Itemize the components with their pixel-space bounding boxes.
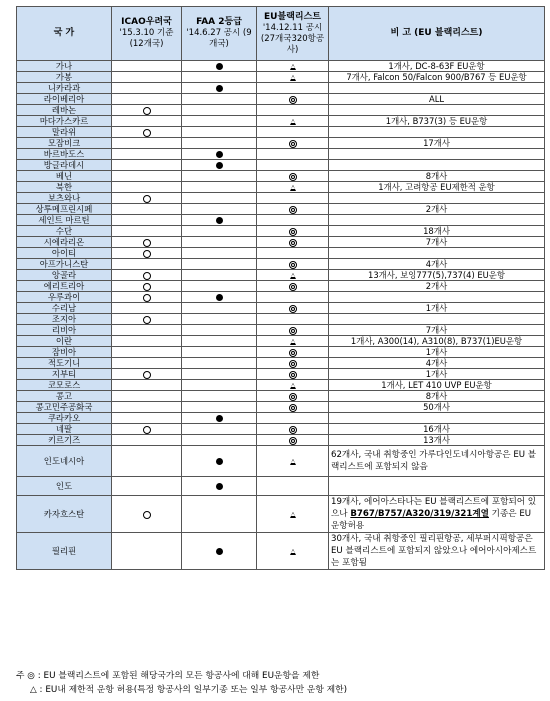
circle-icon (143, 371, 151, 379)
cell-eu (257, 533, 329, 570)
table-row (17, 193, 545, 204)
cell-icao (112, 446, 182, 477)
triangle-icon (290, 119, 296, 125)
cell-country: 콩고민주공화국 (17, 402, 112, 413)
cell-country: 적도기니 (17, 358, 112, 369)
cell-faa (182, 83, 257, 94)
cell-country: 필리핀 (17, 533, 112, 570)
table-body (17, 61, 545, 570)
circle-icon (143, 316, 151, 324)
note-emphasis: B767/B757/A320/319/321계열 (350, 509, 489, 519)
cell-icao (112, 496, 182, 533)
triangle-icon (290, 383, 296, 389)
table-row (17, 358, 545, 369)
cell-eu (257, 259, 329, 270)
black-dot-icon (216, 217, 223, 224)
table-row (17, 391, 545, 402)
black-dot-icon (216, 483, 223, 490)
cell-icao (112, 435, 182, 446)
cell-eu (257, 413, 329, 424)
cell-icao (112, 533, 182, 570)
cell-icao (112, 369, 182, 380)
table-row (17, 292, 545, 303)
cell-eu (257, 347, 329, 358)
cell-note (329, 105, 545, 116)
cell-icao (112, 61, 182, 72)
table-row (17, 446, 545, 477)
cell-faa (182, 204, 257, 215)
blacklist-table (16, 6, 545, 570)
cell-country: 레바논 (17, 105, 112, 116)
double-circle-icon (289, 360, 297, 368)
triangle-icon (290, 512, 296, 518)
cell-note (329, 477, 545, 496)
cell-faa (182, 496, 257, 533)
cell-eu (257, 138, 329, 149)
double-circle-icon (289, 206, 297, 214)
cell-note: 7개사 (329, 325, 545, 336)
cell-faa (182, 215, 257, 226)
table-row (17, 413, 545, 424)
cell-faa (182, 325, 257, 336)
footnotes (16, 669, 544, 697)
cell-icao (112, 259, 182, 270)
cell-faa (182, 424, 257, 435)
cell-faa (182, 171, 257, 182)
cell-faa (182, 105, 257, 116)
cell-country: 네팔 (17, 424, 112, 435)
header-note: 비 고 (EU 블랙리스트) (329, 7, 545, 61)
circle-icon (143, 283, 151, 291)
circle-icon (143, 107, 151, 115)
cell-note: 7개사 (329, 237, 545, 248)
circle-icon (143, 195, 151, 203)
cell-icao (112, 127, 182, 138)
cell-note: 1개사, LET 410 UVP EU운항 (329, 380, 545, 391)
cell-faa (182, 237, 257, 248)
cell-note: 13개사, 보잉777(5),737(4) EU운항 (329, 270, 545, 281)
cell-eu (257, 248, 329, 259)
cell-note: 4개사 (329, 358, 545, 369)
cell-note (329, 160, 545, 171)
table-row (17, 171, 545, 182)
cell-note (329, 83, 545, 94)
cell-note: 1개사 (329, 303, 545, 314)
cell-icao (112, 237, 182, 248)
cell-note: 62개사, 국내 취항중인 가루다인도네시아항공은 EU 블랙리스트에 포함되지 않음 (329, 446, 545, 477)
table-row (17, 347, 545, 358)
double-circle-icon (289, 239, 297, 247)
table-row (17, 72, 545, 83)
table-row (17, 138, 545, 149)
cell-eu (257, 380, 329, 391)
cell-faa (182, 336, 257, 347)
cell-country: 베닌 (17, 171, 112, 182)
cell-eu (257, 160, 329, 171)
cell-note: 2개사 (329, 204, 545, 215)
blacklist-table-container (16, 6, 544, 570)
triangle-icon (290, 64, 296, 70)
cell-country: 카자흐스탄 (17, 496, 112, 533)
cell-faa (182, 72, 257, 83)
cell-country: 방글라데시 (17, 160, 112, 171)
cell-eu (257, 127, 329, 138)
cell-faa (182, 116, 257, 127)
cell-country: 가나 (17, 61, 112, 72)
table-row (17, 182, 545, 193)
cell-country: 보츠와나 (17, 193, 112, 204)
table-row (17, 369, 545, 380)
cell-eu (257, 303, 329, 314)
cell-country: 가봉 (17, 72, 112, 83)
cell-faa (182, 127, 257, 138)
cell-icao (112, 325, 182, 336)
double-circle-icon (289, 437, 297, 445)
cell-eu (257, 424, 329, 435)
cell-note: 1개사 (329, 369, 545, 380)
double-circle-icon (289, 96, 297, 104)
cell-icao (112, 171, 182, 182)
cell-faa (182, 248, 257, 259)
cell-eu (257, 237, 329, 248)
cell-icao (112, 358, 182, 369)
double-circle-icon (289, 261, 297, 269)
table-row (17, 533, 545, 570)
cell-eu (257, 105, 329, 116)
cell-note: 16개사 (329, 424, 545, 435)
cell-faa (182, 369, 257, 380)
table-row (17, 424, 545, 435)
cell-icao (112, 105, 182, 116)
black-dot-icon (216, 151, 223, 158)
cell-icao (112, 138, 182, 149)
cell-country: 이란 (17, 336, 112, 347)
cell-eu (257, 402, 329, 413)
cell-eu (257, 477, 329, 496)
triangle-icon (290, 339, 296, 345)
table-row (17, 83, 545, 94)
cell-country: 아프가니스탄 (17, 259, 112, 270)
triangle-icon (290, 75, 296, 81)
black-dot-icon (216, 548, 223, 555)
cell-eu (257, 116, 329, 127)
cell-country: 시에라리온 (17, 237, 112, 248)
circle-icon (143, 426, 151, 434)
cell-country: 아이티 (17, 248, 112, 259)
double-circle-icon (289, 393, 297, 401)
footnote-triangle: △ : EU내 제한적 운항 허용(특정 항공사의 일부기종 또는 일부 항공사만 운항 제한) (30, 685, 348, 695)
cell-icao (112, 160, 182, 171)
cell-icao (112, 402, 182, 413)
black-dot-icon (216, 162, 223, 169)
cell-icao (112, 72, 182, 83)
cell-faa (182, 413, 257, 424)
cell-note: 1개사, B737(3) 등 EU운항 (329, 116, 545, 127)
cell-icao (112, 391, 182, 402)
header-row (17, 7, 545, 61)
cell-faa (182, 314, 257, 325)
cell-country: 말라위 (17, 127, 112, 138)
circle-icon (143, 239, 151, 247)
cell-note: 1개사, 고려항공 EU제한적 운항 (329, 182, 545, 193)
footnote-double-circle: 주 ◎ : EU 블랙리스트에 포함된 해당국가의 모든 항공사에 대해 EU운항을 제한 (16, 671, 320, 681)
cell-country: 세인트 마르틴 (17, 215, 112, 226)
cell-note (329, 292, 545, 303)
cell-country: 쿠라카오 (17, 413, 112, 424)
cell-note (329, 413, 545, 424)
cell-note: 1개사, DC-8-63F EU운항 (329, 61, 545, 72)
table-row (17, 204, 545, 215)
cell-country: 니카라과 (17, 83, 112, 94)
cell-eu (257, 391, 329, 402)
table-row (17, 237, 545, 248)
table-row (17, 380, 545, 391)
cell-icao (112, 94, 182, 105)
table-row (17, 303, 545, 314)
double-circle-icon (289, 173, 297, 181)
cell-icao (112, 281, 182, 292)
cell-icao (112, 83, 182, 94)
cell-note (329, 496, 545, 533)
cell-country: 마다가스카르 (17, 116, 112, 127)
header-eu: EU블랙리스트 '14.12.11 공시 (27개국320항공사) (257, 7, 329, 61)
double-circle-icon (289, 404, 297, 412)
cell-note: 13개사 (329, 435, 545, 446)
cell-icao (112, 248, 182, 259)
cell-icao (112, 292, 182, 303)
cell-eu (257, 204, 329, 215)
cell-country: 인도 (17, 477, 112, 496)
triangle-icon (290, 549, 296, 555)
table-row (17, 127, 545, 138)
triangle-icon (290, 459, 296, 465)
cell-note: 8개사 (329, 171, 545, 182)
cell-faa (182, 149, 257, 160)
black-dot-icon (216, 85, 223, 92)
cell-icao (112, 303, 182, 314)
cell-icao (112, 116, 182, 127)
table-row (17, 61, 545, 72)
circle-icon (143, 272, 151, 280)
table-row (17, 105, 545, 116)
cell-note: 17개사 (329, 138, 545, 149)
cell-eu (257, 369, 329, 380)
cell-country: 리비아 (17, 325, 112, 336)
cell-eu (257, 358, 329, 369)
cell-eu (257, 83, 329, 94)
table-row (17, 160, 545, 171)
cell-icao (112, 182, 182, 193)
double-circle-icon (289, 140, 297, 148)
cell-icao (112, 424, 182, 435)
cell-note: 18개사 (329, 226, 545, 237)
cell-icao (112, 347, 182, 358)
cell-country: 잠비아 (17, 347, 112, 358)
cell-country: 수리남 (17, 303, 112, 314)
circle-icon (143, 250, 151, 258)
cell-faa (182, 477, 257, 496)
cell-eu (257, 435, 329, 446)
cell-note (329, 314, 545, 325)
cell-eu (257, 226, 329, 237)
cell-country: 코모로스 (17, 380, 112, 391)
cell-faa (182, 347, 257, 358)
black-dot-icon (216, 294, 223, 301)
double-circle-icon (289, 349, 297, 357)
table-row (17, 94, 545, 105)
cell-eu (257, 325, 329, 336)
double-circle-icon (289, 426, 297, 434)
cell-eu (257, 292, 329, 303)
cell-country: 콩고 (17, 391, 112, 402)
cell-icao (112, 477, 182, 496)
table-row (17, 149, 545, 160)
double-circle-icon (289, 283, 297, 291)
cell-faa (182, 358, 257, 369)
double-circle-icon (289, 305, 297, 313)
note-text: 19개사, 에어아스타나는 EU 블랙리스트에 포함되어 있으나 (331, 497, 537, 519)
cell-eu (257, 215, 329, 226)
cell-note: 30개사, 국내 취항중인 필리핀항공, 세부퍼시픽항공은 EU 블랙리스트에 포함되지 않았으나 에어아시아제스트는 포함됨 (329, 533, 545, 570)
cell-icao (112, 149, 182, 160)
table-row (17, 215, 545, 226)
cell-country: 북한 (17, 182, 112, 193)
cell-country: 에리트리아 (17, 281, 112, 292)
table-row (17, 248, 545, 259)
cell-eu (257, 270, 329, 281)
cell-note: 4개사 (329, 259, 545, 270)
note-text: 기종은 EU 운항허용 (331, 509, 532, 531)
table-row (17, 281, 545, 292)
cell-note (329, 248, 545, 259)
cell-eu (257, 446, 329, 477)
cell-note (329, 149, 545, 160)
cell-note: 7개사, Falcon 50/Falcon 900/B767 등 EU운항 (329, 72, 545, 83)
cell-eu (257, 149, 329, 160)
cell-faa (182, 193, 257, 204)
table-row (17, 259, 545, 270)
cell-eu (257, 94, 329, 105)
cell-faa (182, 94, 257, 105)
table-row (17, 435, 545, 446)
cell-faa (182, 292, 257, 303)
cell-eu (257, 496, 329, 533)
cell-eu (257, 171, 329, 182)
cell-note (329, 215, 545, 226)
header-icao: ICAO우려국 '15.3.10 기준 (12개국) (112, 7, 182, 61)
cell-country: 우루과이 (17, 292, 112, 303)
cell-note: 1개사, A300(14), A310(8), B737(1)EU운항 (329, 336, 545, 347)
cell-note: 8개사 (329, 391, 545, 402)
header-faa: FAA 2등급 '14.6.27 공시 (9개국) (182, 7, 257, 61)
cell-faa (182, 446, 257, 477)
table-row (17, 496, 545, 533)
cell-faa (182, 160, 257, 171)
table-row (17, 116, 545, 127)
cell-faa (182, 303, 257, 314)
black-dot-icon (216, 415, 223, 422)
cell-faa (182, 435, 257, 446)
cell-faa (182, 281, 257, 292)
cell-eu (257, 193, 329, 204)
cell-faa (182, 138, 257, 149)
cell-icao (112, 204, 182, 215)
triangle-icon (290, 185, 296, 191)
cell-faa (182, 226, 257, 237)
cell-note: 50개사 (329, 402, 545, 413)
cell-country: 지부티 (17, 369, 112, 380)
double-circle-icon (289, 228, 297, 236)
cell-eu (257, 336, 329, 347)
cell-country: 바르바도스 (17, 149, 112, 160)
cell-country: 조지아 (17, 314, 112, 325)
cell-eu (257, 182, 329, 193)
cell-country: 라이베리아 (17, 94, 112, 105)
cell-country: 상투메프린시페 (17, 204, 112, 215)
table-row (17, 226, 545, 237)
cell-faa (182, 182, 257, 193)
cell-icao (112, 380, 182, 391)
circle-icon (143, 294, 151, 302)
table-row (17, 325, 545, 336)
cell-faa (182, 61, 257, 72)
cell-country: 인도네시아 (17, 446, 112, 477)
double-circle-icon (289, 327, 297, 335)
cell-icao (112, 215, 182, 226)
cell-eu (257, 281, 329, 292)
cell-icao (112, 193, 182, 204)
table-row (17, 477, 545, 496)
cell-icao (112, 314, 182, 325)
cell-note (329, 127, 545, 138)
cell-note: 2개사 (329, 281, 545, 292)
table-row (17, 336, 545, 347)
double-circle-icon (289, 371, 297, 379)
cell-faa (182, 270, 257, 281)
cell-note: ALL (329, 94, 545, 105)
cell-country: 키르기즈 (17, 435, 112, 446)
circle-icon (143, 129, 151, 137)
table-row (17, 270, 545, 281)
black-dot-icon (216, 63, 223, 70)
cell-note: 1개사 (329, 347, 545, 358)
cell-note (329, 193, 545, 204)
header-country: 국 가 (17, 7, 112, 61)
cell-icao (112, 270, 182, 281)
cell-faa (182, 391, 257, 402)
cell-eu (257, 72, 329, 83)
table-row (17, 314, 545, 325)
cell-eu (257, 314, 329, 325)
cell-faa (182, 533, 257, 570)
cell-faa (182, 380, 257, 391)
cell-icao (112, 226, 182, 237)
triangle-icon (290, 273, 296, 279)
cell-icao (112, 413, 182, 424)
table-row (17, 402, 545, 413)
cell-faa (182, 402, 257, 413)
cell-icao (112, 336, 182, 347)
circle-icon (143, 511, 151, 519)
cell-eu (257, 61, 329, 72)
cell-country: 모잠비크 (17, 138, 112, 149)
cell-faa (182, 259, 257, 270)
cell-country: 수단 (17, 226, 112, 237)
cell-country: 앙골라 (17, 270, 112, 281)
black-dot-icon (216, 458, 223, 465)
